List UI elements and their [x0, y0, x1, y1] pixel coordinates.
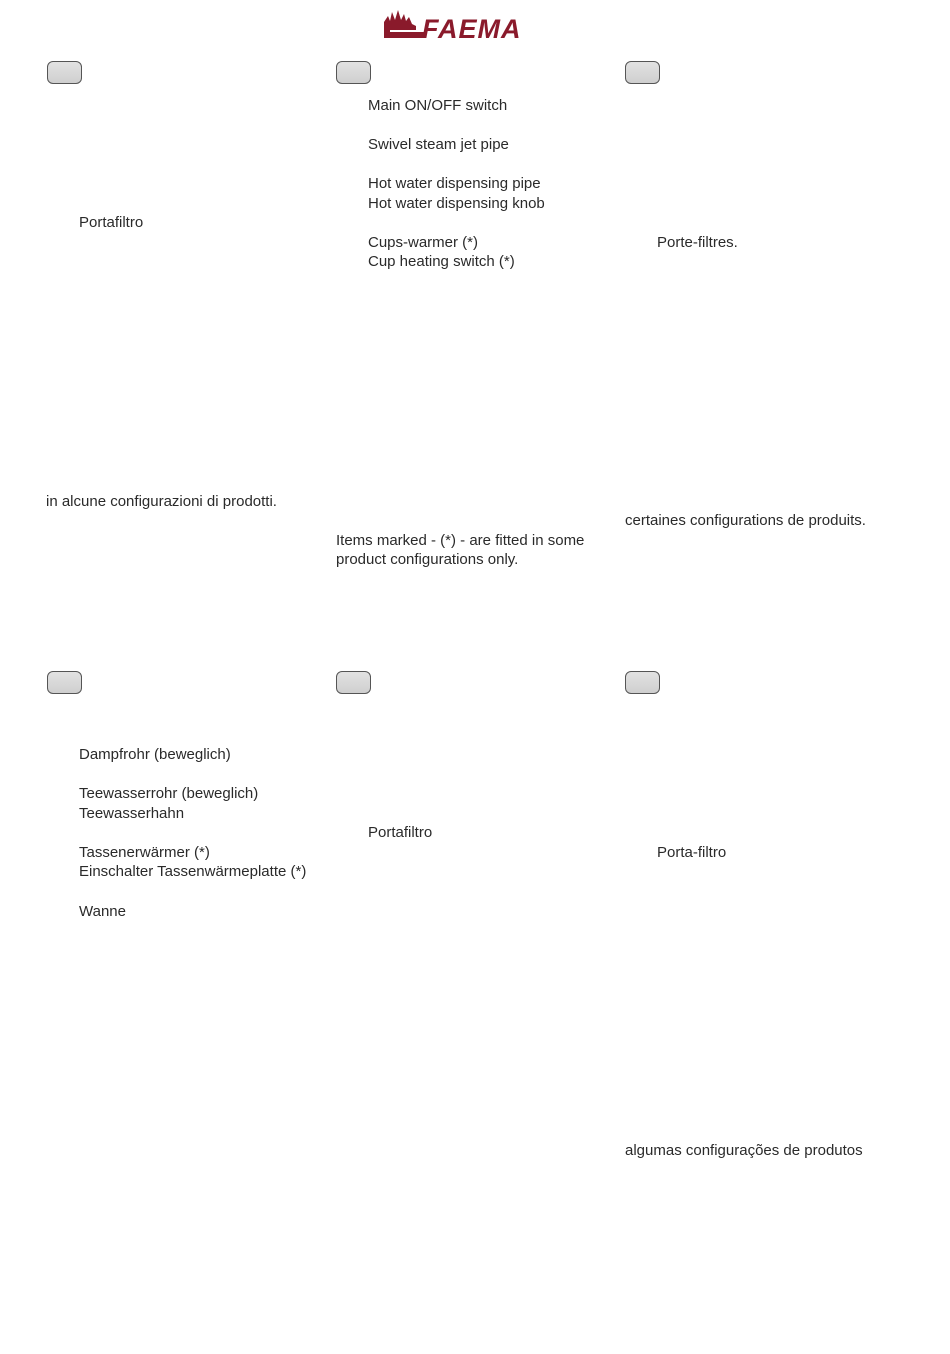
it-item-portafilter: Portafiltro [79, 214, 144, 231]
pt-note: algumas configurações de produtos [625, 1142, 863, 1159]
language-badge-fr [625, 61, 660, 84]
it-note: in alcune configurazioni di prodotti. [46, 493, 277, 510]
language-badge-en [336, 61, 371, 84]
de-item-hot-water-pipe: Teewasserrohr (beweglich) [79, 785, 259, 802]
language-badge-es [336, 671, 371, 694]
de-item-drip-tray: Wanne [79, 903, 126, 920]
pt-item-portafilter: Porta-filtro [657, 844, 727, 861]
es-item-portafilter: Portafiltro [368, 824, 433, 841]
en-item-main-switch: Main ON/OFF switch [368, 97, 508, 114]
en-item-hot-water-knob: Hot water dispensing knob [368, 195, 545, 212]
de-item-cups-warmer: Tassenerwärmer (*) [79, 844, 210, 861]
fr-note: certaines configurations de produits. [625, 512, 866, 529]
de-item-steam-pipe: Dampfrohr (beweglich) [79, 746, 231, 763]
language-badge-pt [625, 671, 660, 694]
de-item-hot-water-tap: Teewasserhahn [79, 805, 185, 822]
de-item-cup-heating-switch: Einschalter Tassenwärmeplatte (*) [79, 863, 307, 880]
language-badge-it [47, 61, 82, 84]
en-item-cup-heating-switch: Cup heating switch (*) [368, 253, 515, 270]
fr-item-portafilter: Porte-filtres. [657, 234, 738, 251]
brand-name: FAEMA [422, 14, 522, 40]
faema-logo [382, 8, 570, 40]
faema-logo-graphic [382, 8, 570, 40]
en-item-hot-water-pipe: Hot water dispensing pipe [368, 175, 541, 192]
en-note-line2: product configurations only. [336, 551, 519, 568]
crown-icon [384, 10, 424, 38]
en-item-steam-pipe: Swivel steam jet pipe [368, 136, 509, 153]
language-badge-de [47, 671, 82, 694]
en-item-cups-warmer: Cups-warmer (*) [368, 234, 479, 251]
en-note-line1: Items marked - (*) - are fitted in some [336, 532, 585, 549]
